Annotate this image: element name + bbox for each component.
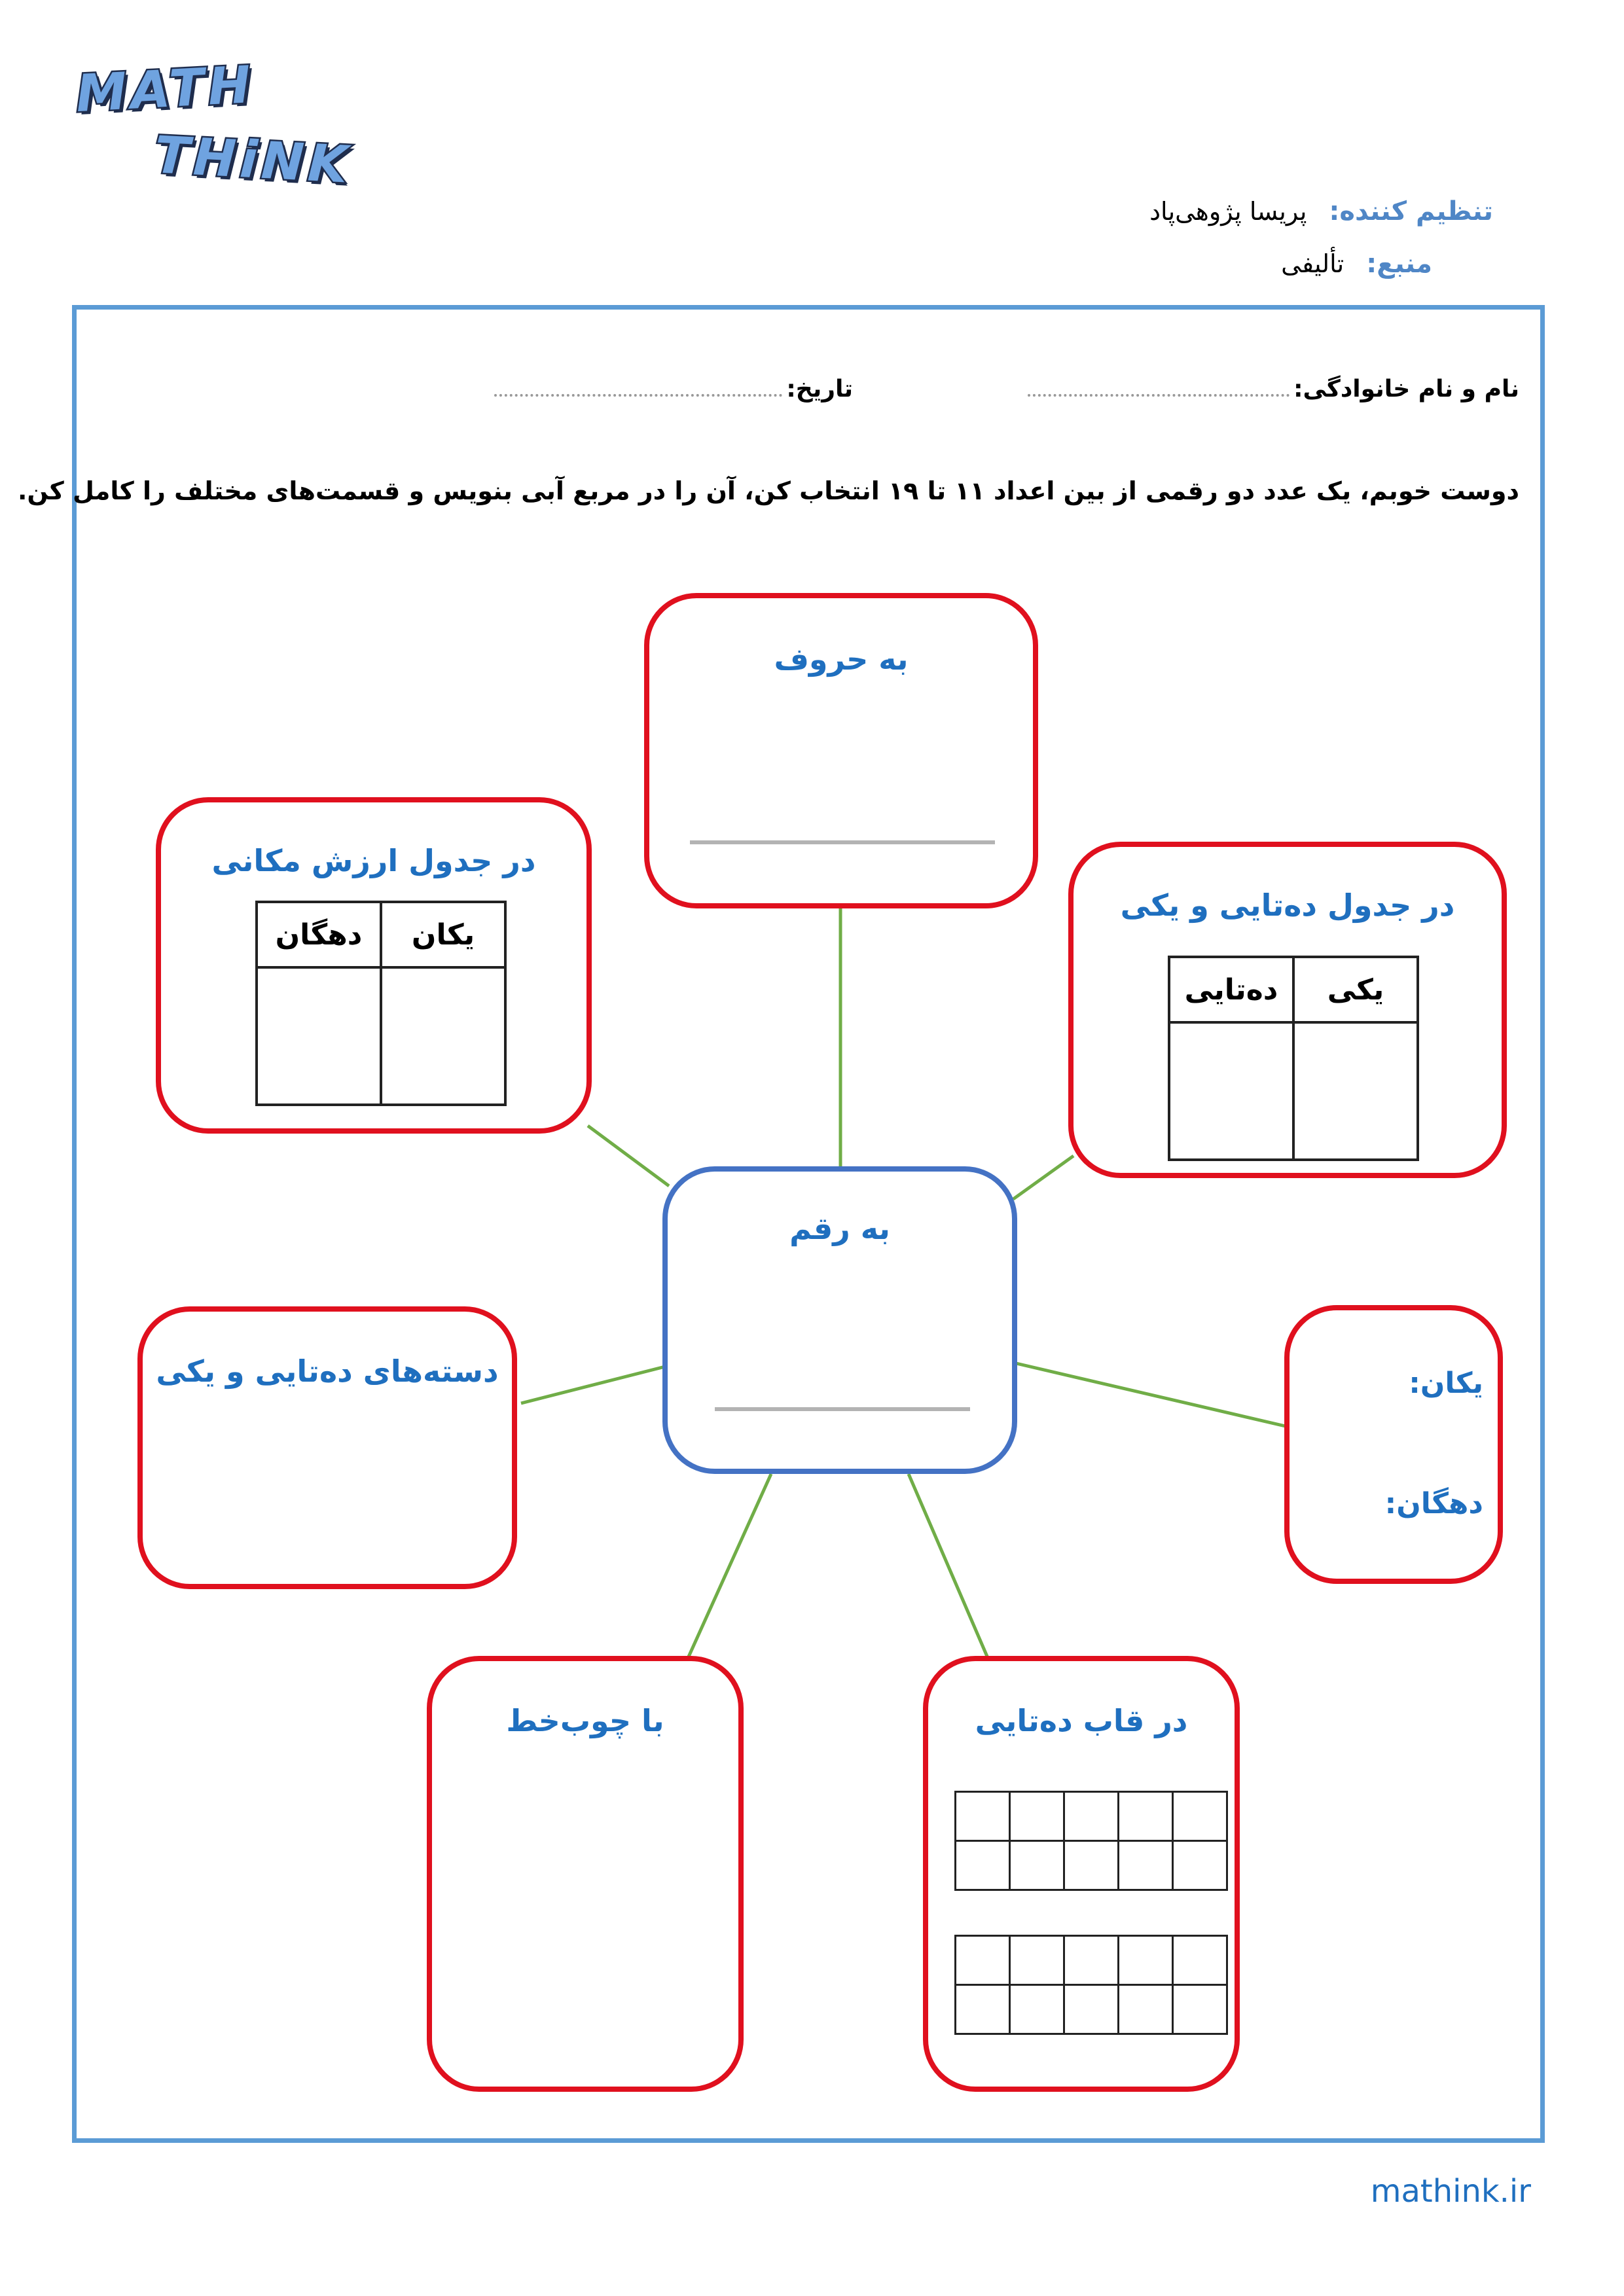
- instruction-text: دوست خوبم، یک عدد دو رقمی از بین اعداد ۱۱ تا ۱۹ انتخاب کن، آن را در مربع آبی بنویس و قسمت‌های مختلف را کامل کن.: [17, 476, 1519, 505]
- date-label: تاریخ:: [786, 376, 853, 403]
- connector-ten-frame: [909, 1474, 990, 1662]
- author-label: تنظیم کننده:: [1329, 196, 1493, 226]
- box-bundles: [137, 1306, 517, 1589]
- box-title: با چوب‌خط: [506, 1703, 664, 1738]
- box-tally: [427, 1656, 744, 2092]
- tens-ones-table: [1168, 956, 1419, 1161]
- box-in-digits: [662, 1166, 1017, 1474]
- answer-line[interactable]: [715, 1407, 970, 1411]
- logo-think: THiNK: [153, 126, 353, 195]
- header-ones: یکی: [1293, 957, 1418, 1022]
- connector-bundles: [521, 1367, 665, 1403]
- box-tens-ones-table: [1068, 842, 1507, 1178]
- box-title: به حروف: [774, 641, 909, 677]
- author-value: پریسا پژوهی‌پاد: [1149, 197, 1307, 226]
- header-tens: ده‌تایی: [1169, 957, 1293, 1022]
- source-label: منبع:: [1366, 249, 1432, 279]
- source-value: تألیفی: [1281, 249, 1344, 278]
- box-title: به رقم: [789, 1211, 890, 1246]
- box-ones-tens: [1284, 1305, 1503, 1584]
- connector-place-value: [588, 1126, 669, 1186]
- ones-label: یکان:: [1409, 1367, 1483, 1400]
- box-title: در قاب ده‌تایی: [975, 1703, 1188, 1738]
- cell-tens[interactable]: [1169, 1022, 1293, 1160]
- logo-math: MATH: [74, 55, 257, 124]
- box-title: دسته‌های ده‌تایی و یکی: [156, 1354, 499, 1389]
- box-place-value: [156, 797, 592, 1134]
- place-value-table: [255, 901, 507, 1106]
- ten-frame-1: [954, 1791, 1228, 1891]
- box-in-words: [644, 593, 1038, 908]
- answer-line[interactable]: [690, 840, 995, 844]
- header-tens: دهگان: [257, 902, 381, 967]
- connector-ones-tens: [1013, 1363, 1288, 1427]
- tens-label: دهگان:: [1384, 1487, 1483, 1520]
- connector-sticks: [686, 1474, 771, 1662]
- site-url[interactable]: mathink.ir: [1370, 2173, 1531, 2210]
- box-title: در جدول ارزش مکانی: [211, 843, 536, 878]
- box-ten-frame: [923, 1656, 1240, 2092]
- header-ones: یکان: [381, 902, 505, 967]
- cell-tens[interactable]: [257, 967, 381, 1105]
- name-label: نام و نام خانوادگی:: [1293, 376, 1519, 403]
- connector-tens-ones-table: [1013, 1156, 1074, 1199]
- cell-ones[interactable]: [1293, 1022, 1418, 1160]
- cell-ones[interactable]: [381, 967, 505, 1105]
- box-title: در جدول ده‌تایی و یکی: [1120, 888, 1455, 923]
- ten-frame-2: [954, 1935, 1228, 2035]
